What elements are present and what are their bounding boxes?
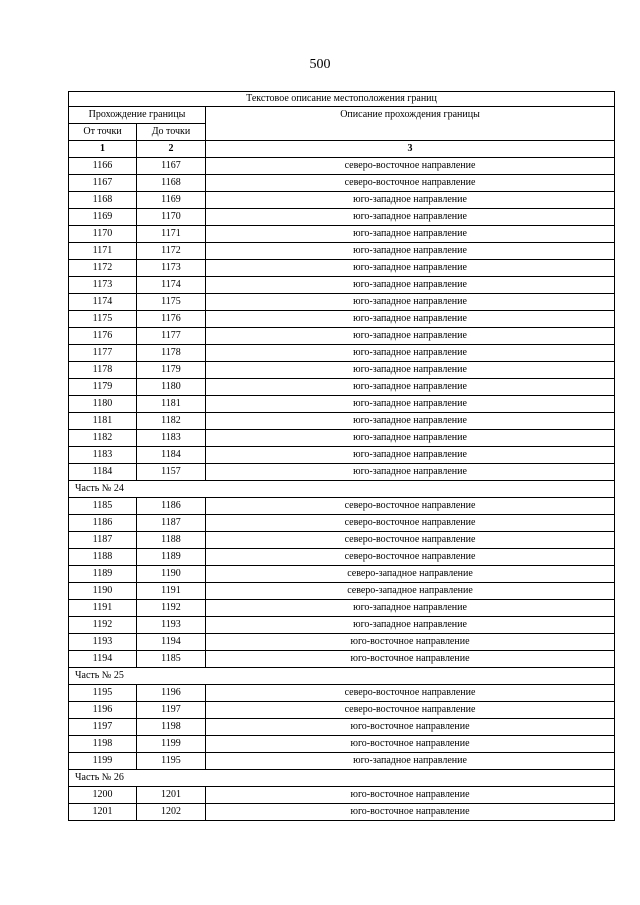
direction-cell: северо-западное направление [206,566,615,583]
to-point-cell: 1189 [137,549,206,566]
to-point-cell: 1181 [137,396,206,413]
to-point-cell: 1174 [137,277,206,294]
direction-cell: юго-западное направление [206,430,615,447]
table-row [69,175,615,192]
direction-cell: юго-западное направление [206,192,615,209]
header-from-point: От точки [69,124,137,141]
table-row [69,702,615,719]
direction-cell: северо-восточное направление [206,175,615,192]
to-point-cell: 1190 [137,566,206,583]
to-point-cell: 1178 [137,345,206,362]
section-header-row [69,668,615,685]
from-point-cell: 1176 [69,328,137,345]
direction-cell: юго-восточное направление [206,634,615,651]
section-label: Часть № 26 [69,770,615,787]
direction-cell: юго-западное направление [206,753,615,770]
table-row [69,753,615,770]
table-row [69,396,615,413]
section-label: Часть № 25 [69,668,615,685]
group-header: Прохождение границы [69,107,206,124]
table-row [69,192,615,209]
to-point-cell: 1176 [137,311,206,328]
table-row [69,498,615,515]
to-point-cell: 1198 [137,719,206,736]
table-row [69,379,615,396]
table-row [69,600,615,617]
to-point-cell: 1197 [137,702,206,719]
direction-cell: северо-восточное направление [206,685,615,702]
from-point-cell: 1201 [69,804,137,821]
to-point-cell: 1173 [137,260,206,277]
table-row [69,685,615,702]
to-point-cell: 1199 [137,736,206,753]
table-row [69,787,615,804]
to-point-cell: 1194 [137,634,206,651]
from-point-cell: 1185 [69,498,137,515]
table-row [69,447,615,464]
table-row [69,583,615,600]
from-point-cell: 1169 [69,209,137,226]
to-point-cell: 1191 [137,583,206,600]
to-point-cell: 1180 [137,379,206,396]
table-row [69,804,615,821]
direction-cell: северо-восточное направление [206,549,615,566]
header-description: Описание прохождения границы [206,107,615,141]
table-row [69,719,615,736]
direction-cell: северо-восточное направление [206,702,615,719]
direction-cell: юго-восточное направление [206,787,615,804]
direction-cell: юго-восточное направление [206,651,615,668]
column-number: 3 [206,141,615,158]
to-point-cell: 1182 [137,413,206,430]
direction-cell: юго-западное направление [206,294,615,311]
from-point-cell: 1180 [69,396,137,413]
to-point-cell: 1195 [137,753,206,770]
from-point-cell: 1196 [69,702,137,719]
from-point-cell: 1177 [69,345,137,362]
table-row [69,158,615,175]
to-point-cell: 1186 [137,498,206,515]
table-row [69,226,615,243]
to-point-cell: 1175 [137,294,206,311]
from-point-cell: 1182 [69,430,137,447]
direction-cell: юго-западное направление [206,328,615,345]
from-point-cell: 1200 [69,787,137,804]
from-point-cell: 1179 [69,379,137,396]
direction-cell: юго-западное направление [206,447,615,464]
direction-cell: юго-восточное направление [206,719,615,736]
direction-cell: северо-западное направление [206,583,615,600]
from-point-cell: 1170 [69,226,137,243]
boundary-description-table [68,91,615,821]
from-point-cell: 1198 [69,736,137,753]
table-row [69,243,615,260]
table-row [69,277,615,294]
table-row [69,549,615,566]
direction-cell: юго-западное направление [206,209,615,226]
from-point-cell: 1184 [69,464,137,481]
to-point-cell: 1196 [137,685,206,702]
direction-cell: юго-западное направление [206,345,615,362]
direction-cell: юго-западное направление [206,260,615,277]
table-row [69,328,615,345]
to-point-cell: 1192 [137,600,206,617]
direction-cell: юго-восточное направление [206,804,615,821]
to-point-cell: 1170 [137,209,206,226]
to-point-cell: 1169 [137,192,206,209]
direction-cell: юго-западное направление [206,413,615,430]
to-point-cell: 1172 [137,243,206,260]
direction-cell: северо-восточное направление [206,515,615,532]
table-row [69,566,615,583]
page-number: 500 [309,57,331,72]
table-title: Текстовое описание местоположения границ [69,92,615,107]
from-point-cell: 1181 [69,413,137,430]
from-point-cell: 1197 [69,719,137,736]
table-row [69,260,615,277]
direction-cell: северо-восточное направление [206,532,615,549]
from-point-cell: 1168 [69,192,137,209]
from-point-cell: 1187 [69,532,137,549]
from-point-cell: 1191 [69,600,137,617]
table-row [69,736,615,753]
from-point-cell: 1189 [69,566,137,583]
table-row [69,294,615,311]
to-point-cell: 1171 [137,226,206,243]
direction-cell: юго-западное направление [206,464,615,481]
from-point-cell: 1192 [69,617,137,634]
from-point-cell: 1195 [69,685,137,702]
section-header-row [69,770,615,787]
direction-cell: северо-восточное направление [206,498,615,515]
to-point-cell: 1201 [137,787,206,804]
from-point-cell: 1172 [69,260,137,277]
direction-cell: юго-западное направление [206,243,615,260]
table-row [69,362,615,379]
column-number: 1 [69,141,137,158]
direction-cell: юго-западное направление [206,396,615,413]
to-point-cell: 1157 [137,464,206,481]
from-point-cell: 1199 [69,753,137,770]
direction-cell: северо-восточное направление [206,158,615,175]
from-point-cell: 1178 [69,362,137,379]
from-point-cell: 1171 [69,243,137,260]
from-point-cell: 1183 [69,447,137,464]
to-point-cell: 1187 [137,515,206,532]
to-point-cell: 1183 [137,430,206,447]
to-point-cell: 1167 [137,158,206,175]
direction-cell: юго-восточное направление [206,736,615,753]
table-row [69,464,615,481]
table-body [69,92,615,821]
to-point-cell: 1185 [137,651,206,668]
from-point-cell: 1190 [69,583,137,600]
direction-cell: юго-западное направление [206,600,615,617]
direction-cell: юго-западное направление [206,379,615,396]
from-point-cell: 1194 [69,651,137,668]
from-point-cell: 1193 [69,634,137,651]
from-point-cell: 1175 [69,311,137,328]
to-point-cell: 1188 [137,532,206,549]
direction-cell: юго-западное направление [206,617,615,634]
to-point-cell: 1168 [137,175,206,192]
table-row [69,651,615,668]
table-row [69,345,615,362]
from-point-cell: 1186 [69,515,137,532]
to-point-cell: 1179 [137,362,206,379]
table-row [69,311,615,328]
to-point-cell: 1193 [137,617,206,634]
table-row [69,430,615,447]
table-row [69,532,615,549]
from-point-cell: 1173 [69,277,137,294]
to-point-cell: 1177 [137,328,206,345]
header-row-1 [69,107,615,124]
table-row [69,209,615,226]
section-label: Часть № 24 [69,481,615,498]
from-point-cell: 1166 [69,158,137,175]
direction-cell: юго-западное направление [206,277,615,294]
from-point-cell: 1188 [69,549,137,566]
section-header-row [69,481,615,498]
direction-cell: юго-западное направление [206,226,615,243]
from-point-cell: 1167 [69,175,137,192]
to-point-cell: 1202 [137,804,206,821]
from-point-cell: 1174 [69,294,137,311]
table-title-row [69,92,615,107]
table-row [69,617,615,634]
direction-cell: юго-западное направление [206,311,615,328]
to-point-cell: 1184 [137,447,206,464]
direction-cell: юго-западное направление [206,362,615,379]
table-row [69,515,615,532]
header-to-point: До точки [137,124,206,141]
column-number: 2 [137,141,206,158]
table-row [69,413,615,430]
column-number-row [69,141,615,158]
table-row [69,634,615,651]
